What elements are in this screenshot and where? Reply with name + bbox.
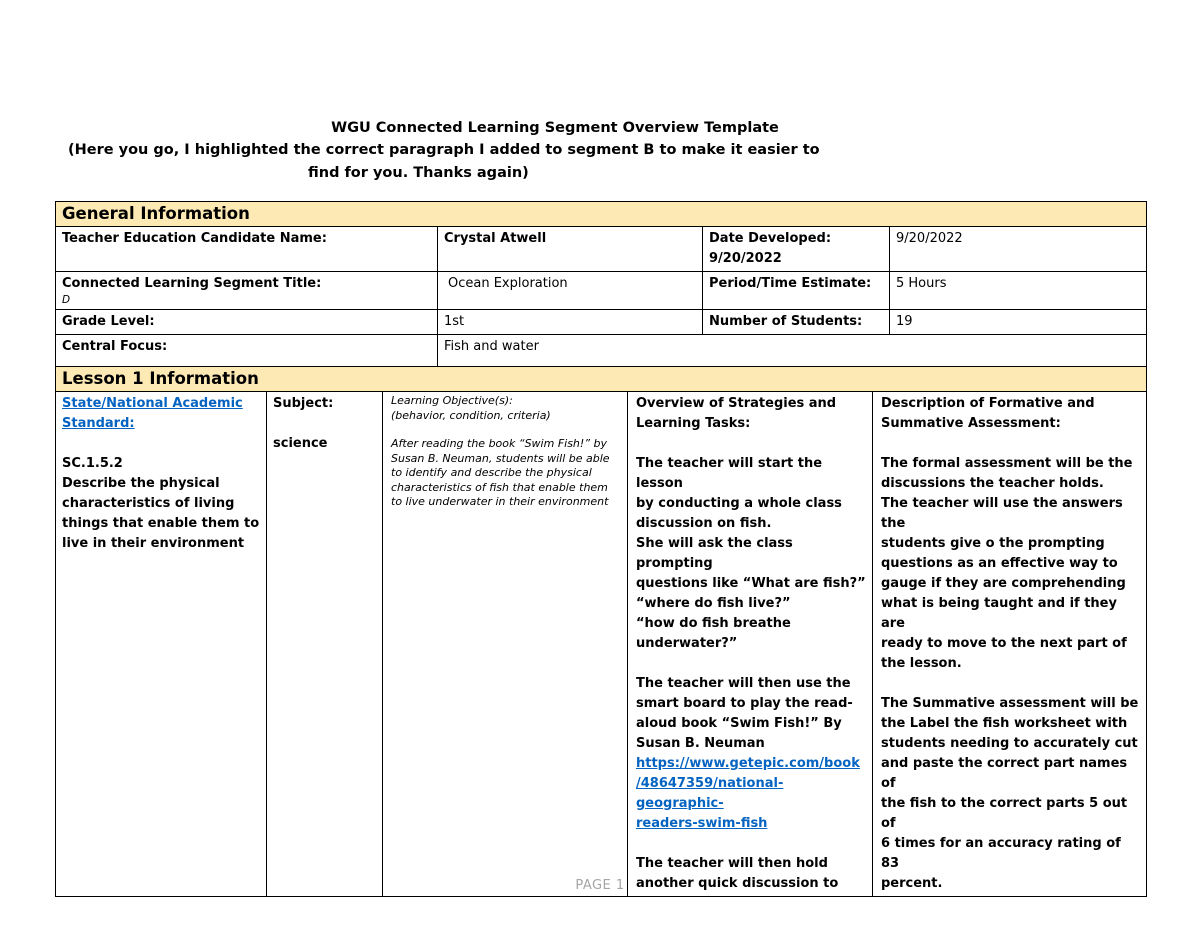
strategies-paragraph-3: The teacher will then hold another quick discussion to — [636, 856, 839, 891]
subject-label: Subject: — [273, 396, 334, 411]
assessment-paragraph-2: The Summative assessment will be the Label the fish worksheet with students needing to accurately cut and paste the correct part names of the fish to the correct parts 5 out of 6 times for an accuracy rating of 83 percent. — [881, 696, 1139, 891]
learning-objective-cell — [383, 392, 628, 897]
learning-objective-text: After reading the book “Swim Fish!” by Susan B. Neuman, students will be able to identify and describe the physical characteristics of fish that enable them to live underwater in their environment — [391, 437, 610, 508]
document-title: WGU Connected Learning Segment Overview Template — [331, 120, 779, 136]
strategies-paragraph-1: The teacher will start the lesson by conducting a whole class discussion on fish. She will ask the class prompting questions like “What are fish?” “where do fish live?” “how do fish breathe underwater?” — [636, 456, 866, 651]
segment-title-value: Ocean Exploration — [438, 272, 703, 310]
assessment-cell — [873, 392, 1147, 897]
segment-title-label — [56, 272, 438, 310]
learning-objective-label: Learning Objective(s): — [391, 394, 513, 407]
date-developed-label — [703, 227, 890, 272]
lesson-1-table — [55, 366, 1147, 897]
learning-objective-sub: (behavior, condition, criteria) — [391, 408, 551, 422]
period-estimate-label: Period/Time Estimate: — [703, 272, 890, 310]
number-of-students-value: 19 — [890, 310, 1147, 335]
date-developed-value: 9/20/2022 — [890, 227, 1147, 272]
page-number: PAGE 1 — [575, 878, 625, 893]
central-focus-value: Fish and water — [438, 335, 1147, 371]
subject-value: science — [273, 436, 328, 451]
grade-level-value: 1st — [438, 310, 703, 335]
strategies-paragraph-2: The teacher will then use the smart board to play the read- aloud book “Swim Fish!” By Susan B. Neuman — [636, 676, 853, 751]
grade-level-label: Grade Level: — [56, 310, 438, 335]
swim-fish-book-link[interactable]: https://www.getepic.com/book /48647359/national-geographic- readers-swim-fish — [636, 756, 860, 831]
strategies-cell — [628, 392, 873, 897]
document-subtitle-line1: (Here you go, I highlighted the correct paragraph I added to segment B to make it easier to — [68, 142, 820, 158]
candidate-name-label: Teacher Education Candidate Name: — [56, 227, 438, 272]
assessment-heading: Description of Formative and Summative Assessment: — [881, 396, 1095, 431]
date-label-line2: 9/20/2022 — [709, 251, 782, 266]
segment-title-sub: D — [62, 294, 71, 306]
subject-cell — [267, 392, 383, 897]
segment-title-label-text: Connected Learning Segment Title: — [62, 276, 322, 291]
central-focus-label: Central Focus: — [56, 335, 438, 371]
lesson-1-header: Lesson 1 Information — [56, 367, 1147, 392]
number-of-students-label: Number of Students: — [703, 310, 890, 335]
general-information-header: General Information — [56, 202, 1147, 227]
candidate-name-value: Crystal Atwell — [438, 227, 703, 272]
general-information-table — [55, 201, 1147, 371]
assessment-paragraph-1: The formal assessment will be the discussions the teacher holds. The teacher will use the answers the students give o the prompting questions as an effective way to gauge if they are comprehending what is being taught and if they are ready to move to the next part of the lesson. — [881, 456, 1133, 671]
period-estimate-value: 5 Hours — [890, 272, 1147, 310]
standard-description: Describe the physical characteristics of living things that enable them to live in their environment — [62, 476, 260, 551]
document-subtitle-line2: find for you. Thanks again) — [308, 165, 529, 181]
standard-link[interactable]: State/National Academic Standard: — [62, 396, 243, 431]
strategies-heading: Overview of Strategies and Learning Tasks: — [636, 396, 837, 431]
date-label-line1: Date Developed: — [709, 231, 832, 246]
standard-cell — [56, 392, 267, 897]
standard-code: SC.1.5.2 — [62, 456, 123, 471]
